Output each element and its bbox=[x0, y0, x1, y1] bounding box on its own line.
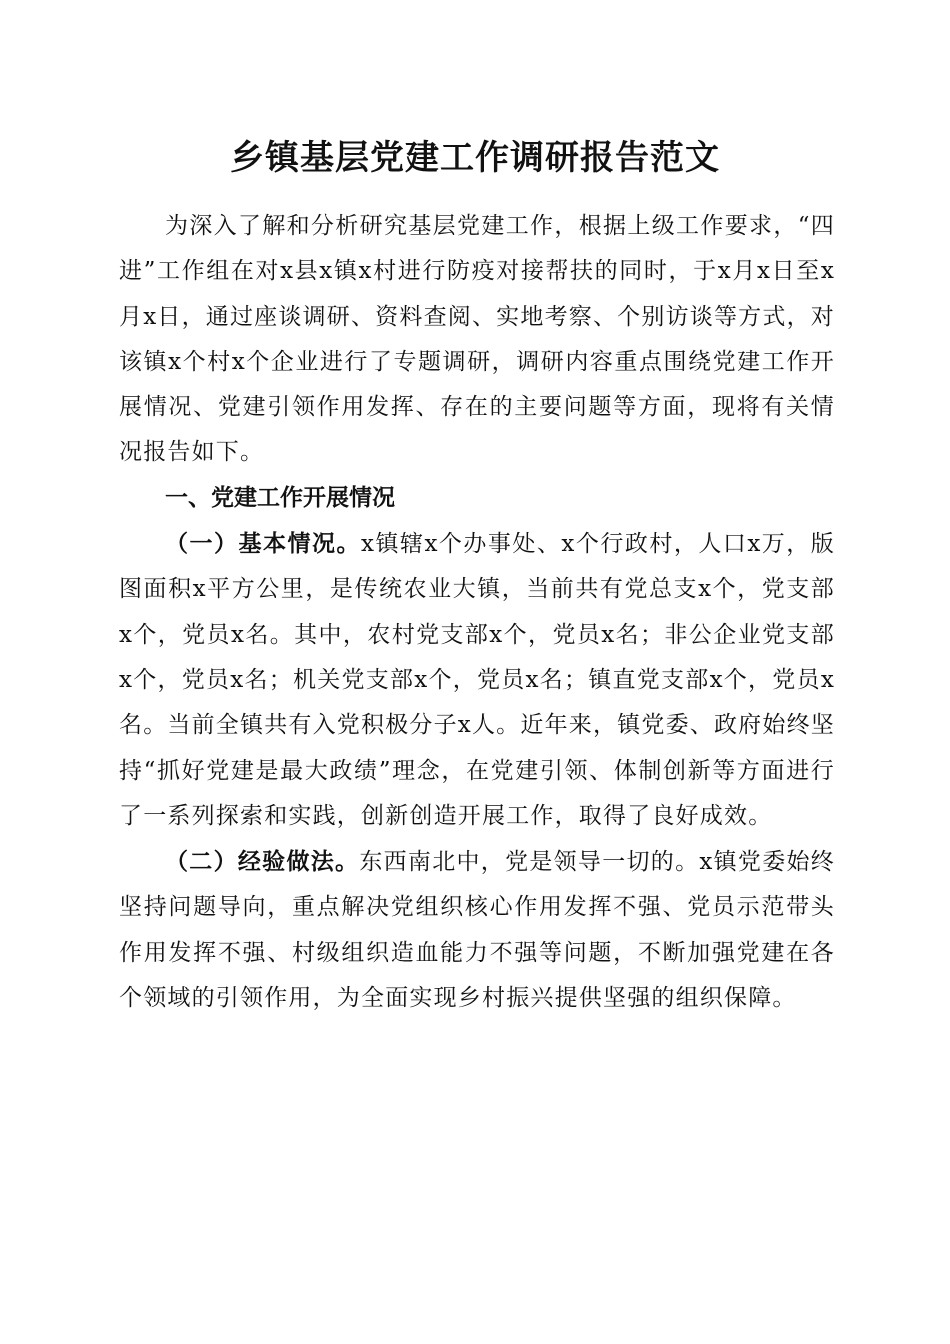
document-title: 乡镇基层党建工作调研报告范文 bbox=[230, 138, 720, 178]
subsection-basic-situation bbox=[119, 521, 835, 839]
subsection-lead-experience: （二）经验做法。 bbox=[165, 848, 360, 876]
intro-paragraph: 为深入了解和分析研究基层党建工作，根据上级工作要求，“四进”工作组在对x县x镇x村进行防疫对接帮扶的同时，于x月x日至x月x日，通过座谈调研、资料查阅、实地考察、个别访谈等方式，对该镇x个村x个企业进行了专题调研，调研内容重点围绕党建工作开展情况、党建引领作用发挥、存在的主要问题等方面，现将有关情况报告如下。 bbox=[119, 213, 835, 466]
subsection-text-experience: 东西南北中，党是领导一切的。x镇党委始终坚持问题导向，重点解决党组织核心作用发挥不强、党员示范带头作用发挥不强、村级组织造血能力不强等问题，不断加强党建在各个领域的引领作用，为全面实现乡村振兴提供坚强的组织保障。 bbox=[119, 849, 835, 1012]
subsection-text-basic-situation: x镇辖x个办事处、x个行政村，人口x万，版图面积x平方公里，是传统农业大镇，当前共有党总支x个，党支部x个，党员x名。其中，农村党支部x个，党员x名；非公企业党支部x个，党员x名；机关党支部x个，党员x名；镇直党支部x个，党员x名。当前全镇共有入党积极分子x人。近年来，镇党委、政府始终坚持“抓好党建是最大政绩”理念，在党建引领、体制创新等方面进行了一系列探索和实践，创新创造开展工作，取得了良好成效。 bbox=[119, 531, 835, 829]
subsection-experience bbox=[119, 839, 835, 1021]
document-body bbox=[119, 204, 835, 1021]
subsection-lead-basic-situation: （一）基本情况。 bbox=[165, 530, 361, 558]
section-heading-1: 一、党建工作开展情况 bbox=[165, 484, 395, 511]
